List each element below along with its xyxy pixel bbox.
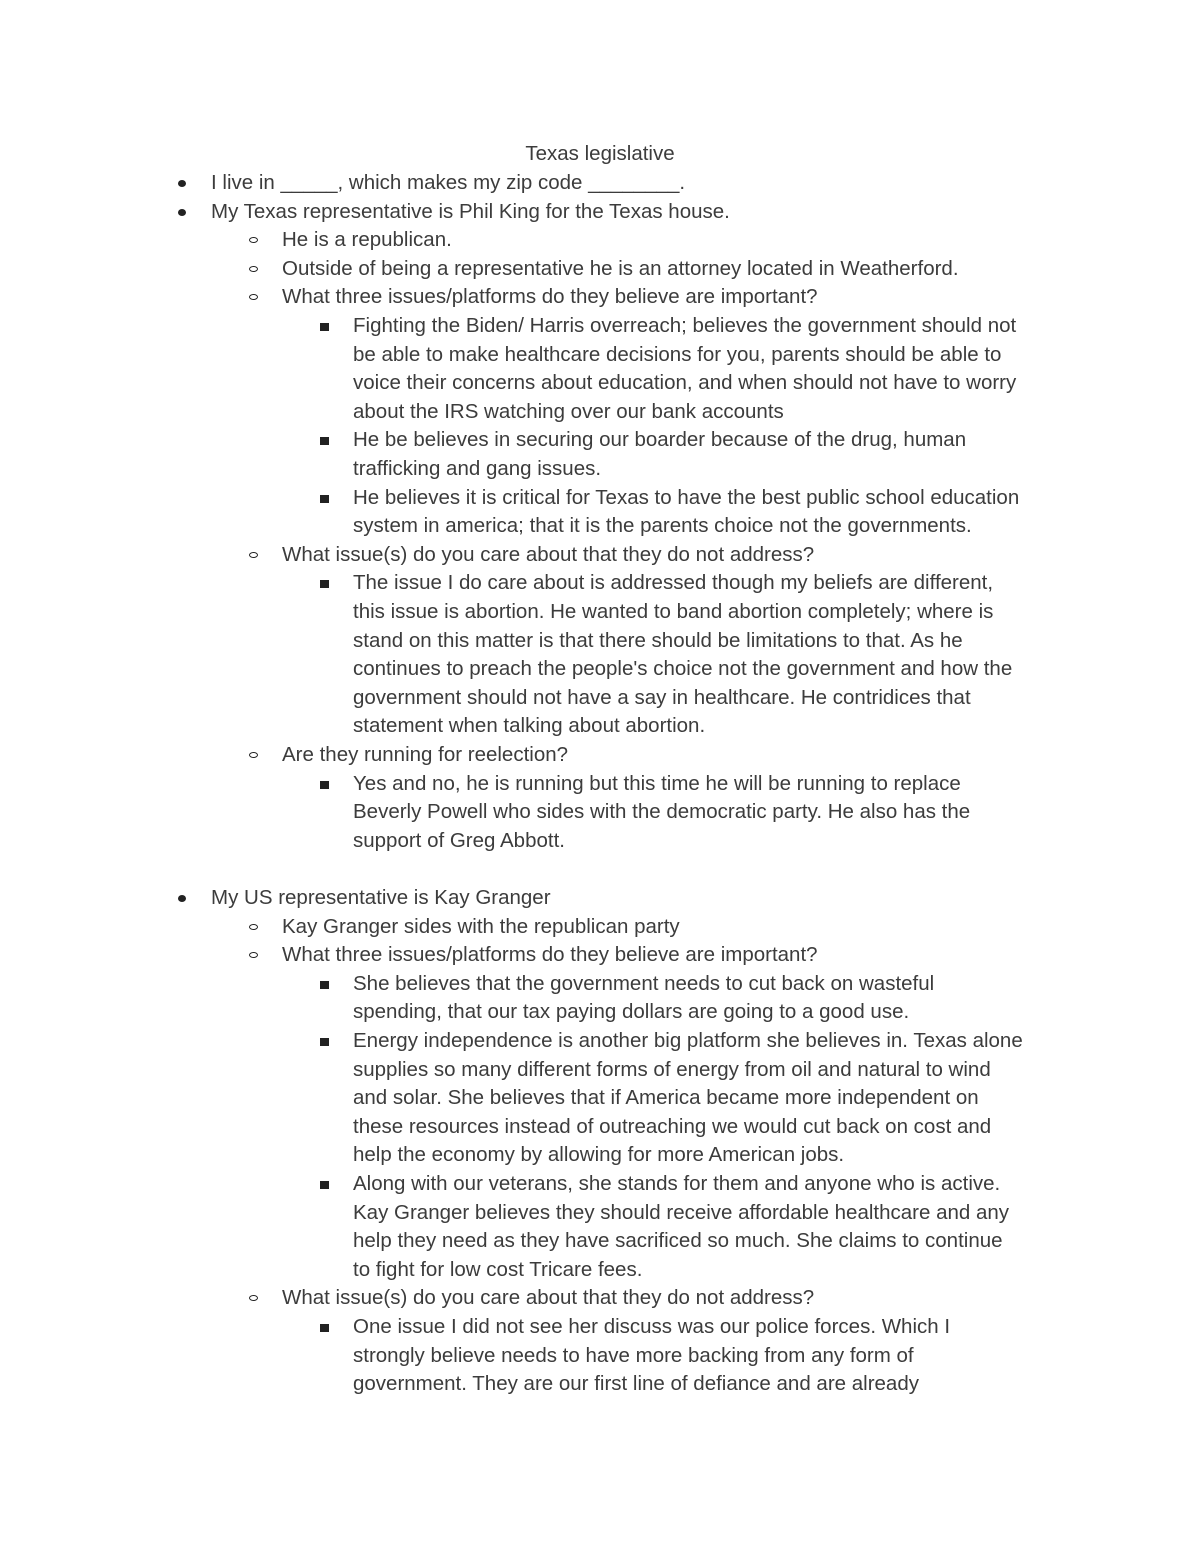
hollow-circle-bullet-icon — [249, 552, 258, 558]
list-item-text: strongly believe needs to have more backing from any form of — [353, 1343, 914, 1367]
list-item-text: these resources instead of outreaching we would cut back on cost and — [353, 1114, 992, 1138]
square-bullet-icon — [320, 981, 329, 989]
list-item-text: Are they running for reelection? — [282, 743, 569, 766]
list-item-text: He believes it is critical for Texas to have the best public school education — [353, 485, 1020, 509]
list-item-text: I live in _____, which makes my zip code ________. — [211, 171, 686, 194]
list-item-text: Yes and no, he is running but this time he will be running to replace — [353, 771, 961, 795]
list-item-text: spending, that our tax paying dollars are going to a good use. — [353, 1000, 910, 1024]
list-item-text: Outside of being a representative he is an attorney located in Weatherford. — [282, 256, 959, 280]
list-item-text: He be believes in securing our boarder because of the drug, human — [353, 428, 967, 452]
list-item-text: voice their concerns about education, and when should not have to worry — [353, 371, 1017, 395]
list-item-text: What three issues/platforms do they believe are important? — [282, 943, 818, 967]
list-item-text: support of Greg Abbott. — [353, 828, 565, 852]
hollow-circle-bullet-icon — [249, 294, 258, 300]
list-item-text: be able to make healthcare decisions for you, parents should be able to — [353, 342, 1002, 366]
list-item-text: What issue(s) do you care about that they do not address? — [282, 1286, 815, 1310]
list-item-text: to fight for low cost Tricare fees. — [353, 1257, 643, 1281]
list-item-text: Along with our veterans, she stands for them and anyone who is active. — [353, 1172, 1001, 1195]
list-item-text: this issue is abortion. He wanted to band abortion completely; where is — [353, 600, 994, 623]
list-item-text: government. They are our first line of defiance and are already — [353, 1372, 919, 1396]
list-item-text: One issue I did not see her discuss was our police forces. Which I — [353, 1315, 951, 1338]
square-bullet-icon — [320, 495, 329, 503]
list-item-text: Beverly Powell who sides with the democratic party. He also has the — [353, 800, 971, 824]
list-item-text: Energy independence is another big platform she believes in. Texas alone — [353, 1029, 1023, 1052]
square-bullet-icon — [320, 781, 329, 789]
hollow-circle-bullet-icon — [249, 266, 258, 272]
list-item-text: statement when talking about abortion. — [353, 714, 706, 738]
list-item-text: He is a republican. — [282, 228, 452, 252]
list-item-text: My US representative is Kay Granger — [211, 886, 551, 909]
list-item-text: help the economy by allowing for more American jobs. — [353, 1143, 845, 1167]
hollow-circle-bullet-icon — [249, 1295, 258, 1301]
list-item-text: continues to preach the people's choice not the government and how the — [353, 657, 1013, 681]
square-bullet-icon — [320, 323, 329, 331]
list-item-text: The issue I do care about is addressed though my beliefs are different, — [353, 571, 994, 595]
list-item-text: Kay Granger believes they should receive affordable healthcare and any — [353, 1200, 1010, 1224]
list-item-text: What issue(s) do you care about that they do not address? — [282, 542, 815, 566]
list-item-text: about the IRS watching over our bank accounts — [353, 399, 784, 423]
hollow-circle-bullet-icon — [249, 752, 258, 758]
list-item-text: Fighting the Biden/ Harris overreach; believes the government should not — [353, 314, 1017, 337]
list-item-text: Kay Granger sides with the republican party — [282, 914, 680, 938]
list-item-text: stand on this matter is that there should be limitations to that. As he — [353, 628, 963, 652]
square-bullet-icon — [320, 1324, 329, 1332]
hollow-circle-bullet-icon — [249, 952, 258, 958]
document-title: Texas legislative — [525, 142, 675, 165]
filled-circle-bullet-icon — [178, 895, 186, 902]
square-bullet-icon — [320, 437, 329, 445]
square-bullet-icon — [320, 1181, 329, 1189]
list-item-text: help they need as they have sacrificed so much. She claims to continue — [353, 1229, 1003, 1253]
list-item-text: My Texas representative is Phil King for the Texas house. — [211, 199, 730, 223]
filled-circle-bullet-icon — [178, 180, 186, 187]
list-item-text: supplies so many different forms of energy from oil and natural to wind — [353, 1057, 991, 1081]
hollow-circle-bullet-icon — [249, 237, 258, 243]
filled-circle-bullet-icon — [178, 209, 186, 216]
list-item-text: She believes that the government needs to cut back on wasteful — [353, 971, 935, 995]
list-item-text: trafficking and gang issues. — [353, 457, 602, 480]
list-item-text: system in america; that it is the parents choice not the governments. — [353, 514, 972, 538]
square-bullet-icon — [320, 580, 329, 588]
hollow-circle-bullet-icon — [249, 924, 258, 930]
square-bullet-icon — [320, 1038, 329, 1046]
list-item-text: government should not have a say in healthcare. He contridices that — [353, 685, 971, 709]
list-item-text: and solar. She believes that if America became more independent on — [353, 1086, 979, 1110]
list-item-text: What three issues/platforms do they believe are important? — [282, 285, 818, 309]
